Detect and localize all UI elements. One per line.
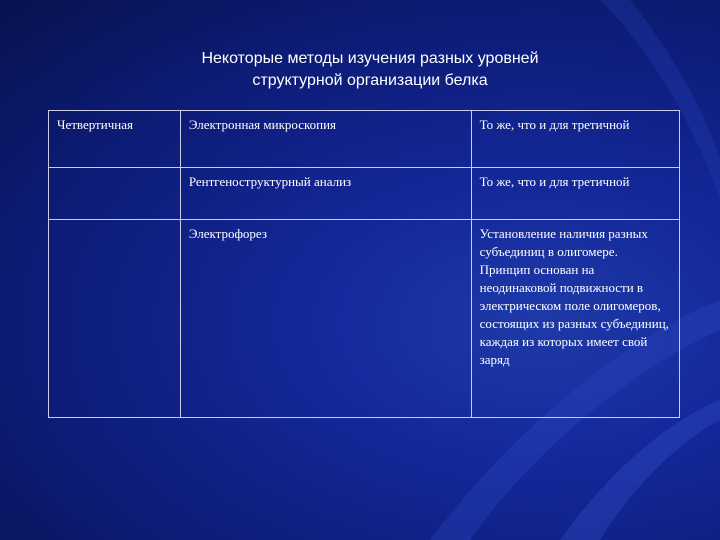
table-cell-result: Установление наличия разных субъединиц в олигомере. Принцип основан на неодинаковой подвижности в электрическом поле олигомеров, состоящих из разных субъединиц, каждая из которых имеет свой заряд xyxy=(471,220,679,418)
table-cell-level xyxy=(49,220,181,418)
table-cell-level: Четвертичная xyxy=(49,111,181,168)
table-cell-result: То же, что и для третичной xyxy=(471,168,679,220)
table-cell-method: Рентгеноструктурный анализ xyxy=(180,168,471,220)
table-cell-level xyxy=(49,168,181,220)
table-cell-method: Электрофорез xyxy=(180,220,471,418)
table-cell-result: То же, что и для третичной xyxy=(471,111,679,168)
table-row xyxy=(49,111,680,168)
table-row xyxy=(49,220,680,418)
slide-title xyxy=(120,48,620,92)
table-row xyxy=(49,168,680,220)
methods-table xyxy=(48,110,680,418)
table-cell-method: Электронная микроскопия xyxy=(180,111,471,168)
title-line-2: структурной организации белка xyxy=(252,72,488,89)
title-line-1: Некоторые методы изучения разных уровней xyxy=(201,50,539,67)
